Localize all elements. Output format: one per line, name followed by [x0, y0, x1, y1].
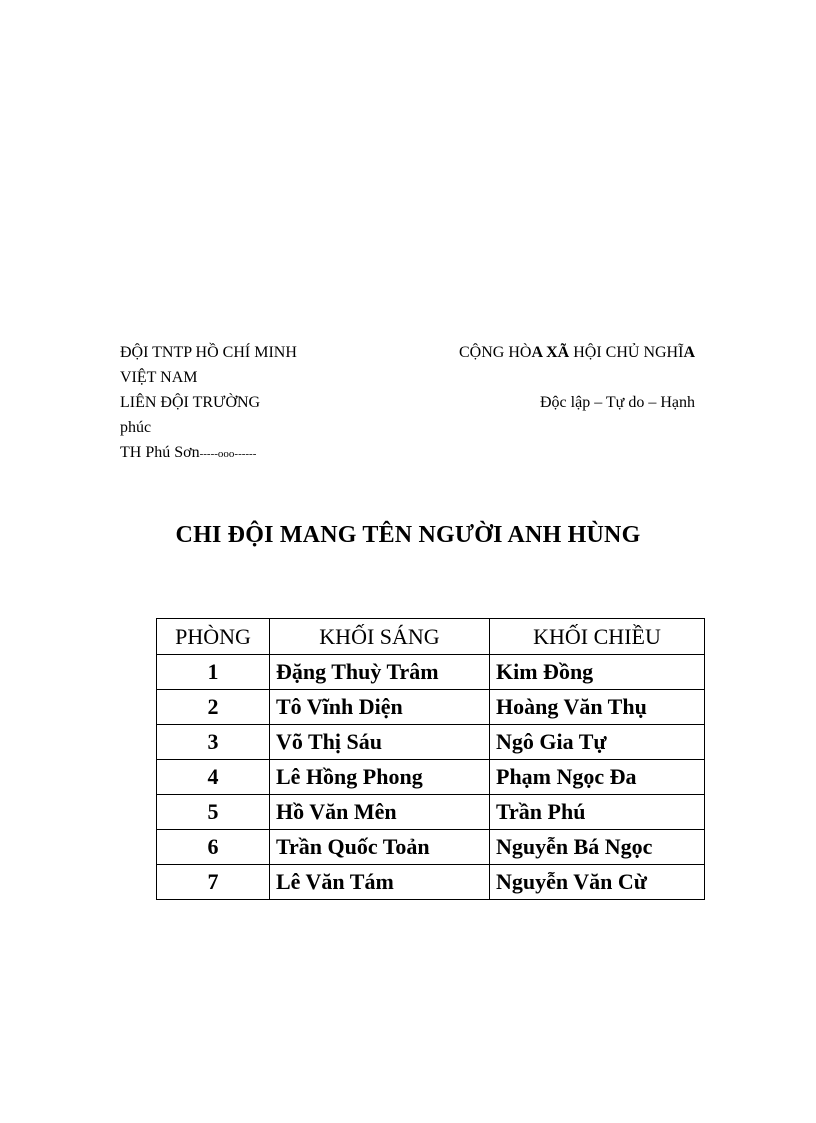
room-number: 5 [157, 795, 270, 830]
afternoon-squad: Hoàng Văn Thụ [490, 690, 705, 725]
room-number: 2 [157, 690, 270, 725]
room-number: 4 [157, 760, 270, 795]
morning-squad: Lê Hồng Phong [270, 760, 490, 795]
table-row [157, 690, 705, 725]
afternoon-squad: Ngô Gia Tự [490, 725, 705, 760]
table-row [157, 865, 705, 900]
morning-squad: Trần Quốc Toản [270, 830, 490, 865]
republic-name: CỘNG HÒA XÃ HỘI CHỦ NGHĨA [458, 344, 695, 361]
morning-squad: Tô Vĩnh Diện [270, 690, 490, 725]
room-number: 6 [157, 830, 270, 865]
room-number: 1 [157, 655, 270, 690]
squad-table [156, 618, 705, 900]
room-number: 3 [157, 725, 270, 760]
school-name: TH Phú Sơn-----ooo------ [120, 444, 257, 461]
country-name: VIỆT NAM [120, 369, 198, 386]
motto-end: phúc [120, 419, 152, 436]
afternoon-squad: Phạm Ngọc Đa [490, 760, 705, 795]
morning-squad: Đặng Thuỳ Trâm [270, 655, 490, 690]
motto: Độc lập – Tự do – Hạnh [539, 394, 695, 411]
column-header-afternoon: KHỐI CHIỀU [490, 619, 705, 655]
table-header-row [157, 619, 705, 655]
separator-ornament: -----ooo------ [199, 448, 257, 460]
column-header-room: PHÒNG [157, 619, 270, 655]
room-number: 7 [157, 865, 270, 900]
afternoon-squad: Trần Phú [490, 795, 705, 830]
morning-squad: Hồ Văn Mên [270, 795, 490, 830]
morning-squad: Lê Văn Tám [270, 865, 490, 900]
table-row [157, 760, 705, 795]
afternoon-squad: Nguyễn Bá Ngọc [490, 830, 705, 865]
table-row [157, 655, 705, 690]
column-header-morning: KHỐI SÁNG [270, 619, 490, 655]
morning-squad: Võ Thị Sáu [270, 725, 490, 760]
table-row [157, 725, 705, 760]
table-row [157, 795, 705, 830]
school-union: LIÊN ĐỘI TRƯỜNG [120, 394, 261, 411]
afternoon-squad: Nguyễn Văn Cừ [490, 865, 705, 900]
union-name: ĐỘI TNTP HỒ CHÍ MINH [120, 344, 297, 361]
page-title: CHI ĐỘI MANG TÊN NGƯỜI ANH HÙNG [175, 522, 641, 548]
afternoon-squad: Kim Đồng [490, 655, 705, 690]
table-row [157, 830, 705, 865]
